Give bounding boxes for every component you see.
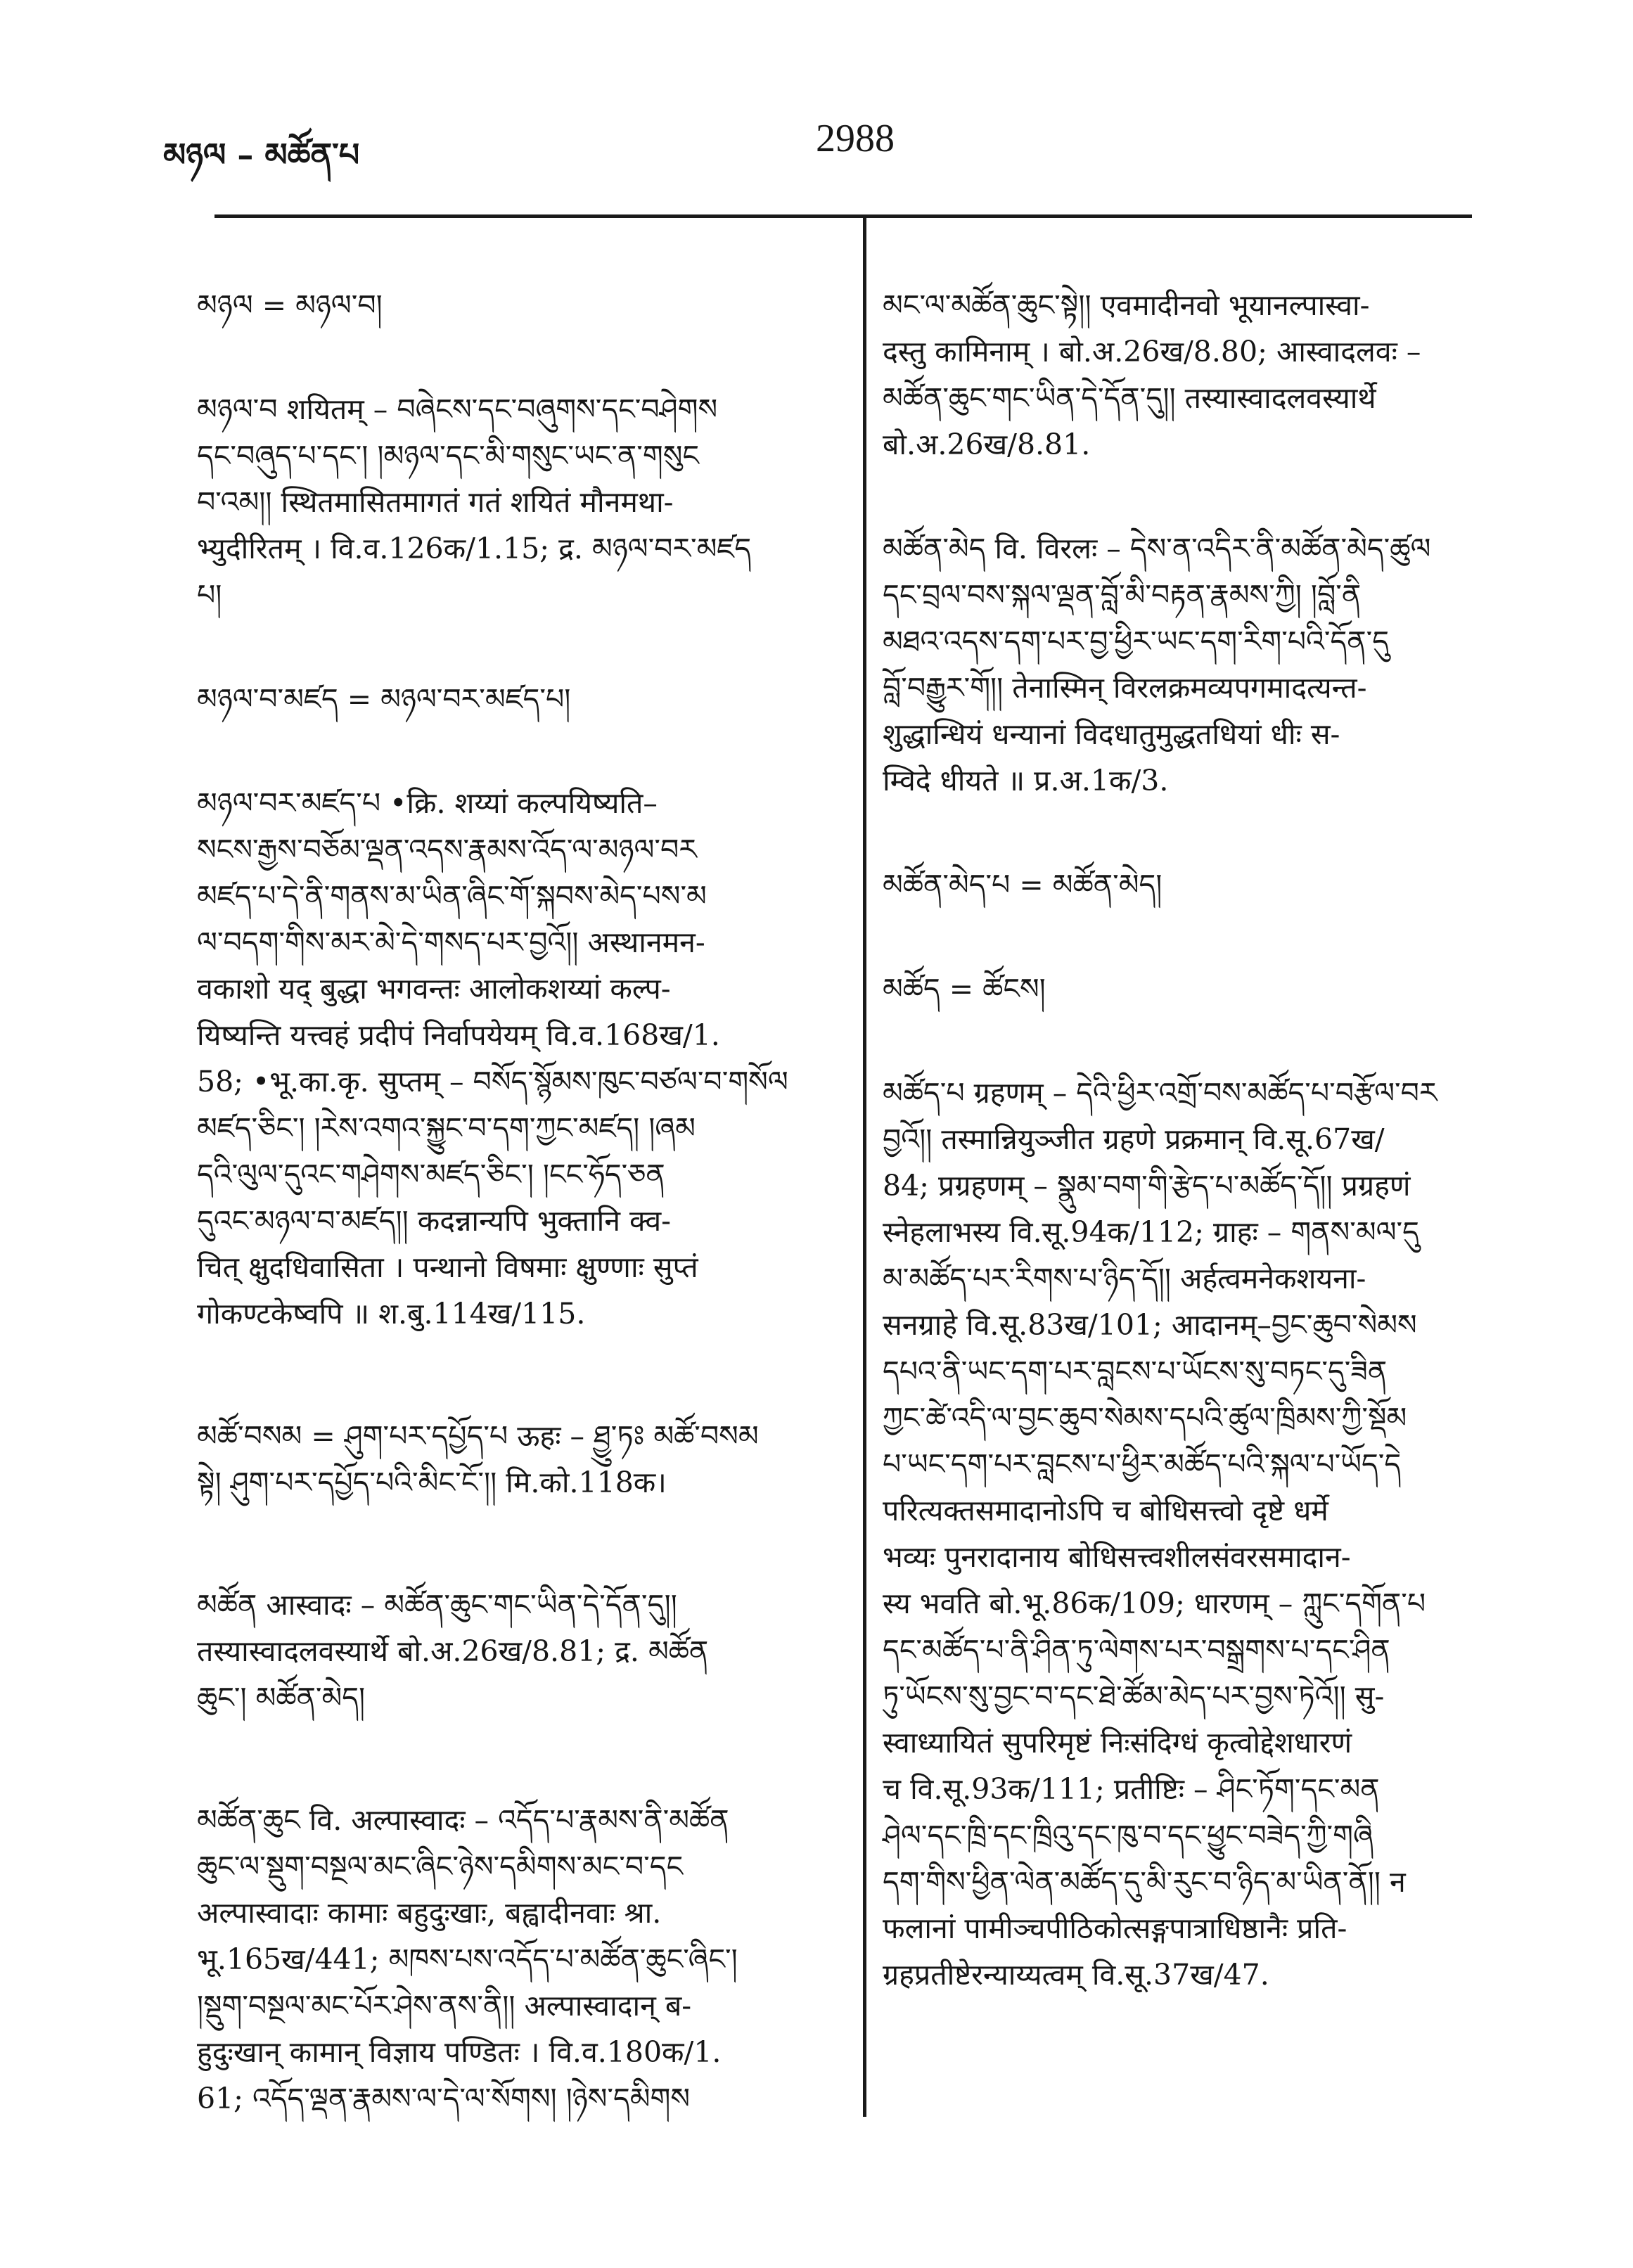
right-column [883, 236, 1494, 2056]
dictionary-entry: མཚོན आस्वादः – མཚོན་ཆུང་གང་ཡིན་དེ་དོན་དུ།། तस्यास्वादलवस्यार्थे बो.अ.26ख/8.81; द्र. མཚོན ཆུང་། མཚོན་མེད། [197, 1588, 709, 1715]
dictionary-entry: མཚོད = ཚོངས། [883, 972, 1046, 1006]
dictionary-entry: མཉལ = མཉལ་བ། [197, 288, 383, 322]
dictionary-entry: མཚོད་པ ग्रहणम् – དེའི་ཕྱིར་འགྲོ་བས་མཚོད་པ་བརྩོལ་བར བྱའོ།། तस्मान्नियुञ्जीत ग्रहणे प्रक्रमान् वि.सू.67ख/ 84; प्रग्रहणम् – སྣུམ་བག་གི་རྩེད་པ་མཚོད་དོ།། प्रग्रहणं स्नेहलाभस्य वि.सू.94क/112; ग्राहः – གནས་མལ་དུ མ་མཚོད་པར་རིགས་པ་ཉིད་དོ།། अर्हत्वमनेकशयना- सनग्राहे वि.सू.83ख/101; आदानम्–བྱང་ཆུབ་སེམས དཔའ་ནི་ཡང་དག་པར་བླངས་པ་ཡོངས་སུ་བཏང་དུ་ཟིན ཀྱང་ཚེ་འདི་ལ་བྱང་ཆུབ་སེམས་དཔའི་ཚུལ་ཁྲིམས་ཀྱི་སྡོམ པ་ཡང་དག་པར་བླངས་པ་ཕྱིར་མཚོད་པའི་སྐལ་པ་ཡོད་དེ परित्यक्तसमादानोऽपि च बोधिसत्त्वो दृष्टे धर्मे भव्यः पुनरादानाय बोधिसत्त्वशीलसंवरसमादान- स्य भवति बो.भू.86क/109; धारणम् – ཀླུང་དགོན་པ དང་མཚོད་པ་ནི་ཤིན་ཏུ་ལེགས་པར་བསྒྲགས་པ་དང་ཤིན ཏུ་ཡོངས་སུ་བྱང་བ་དང་ཐེ་ཚོམ་མེད་པར་བྱས་ཏེའོ།། सु- स्वाध्यायितं सुपरिमृष्टं निःसंदिग्धं कृत्वोद्देशधारणं च वि.सू.93क/111; प्रतीष्टिः – ཤིང་ཏོག་དང་མན ཤེལ་དང་ཁྲི་དང་ཁྲིའུ་དང་ཁུ་བ་དང་ཕྱུང་བཟེད་ཀྱི་གཞི དག་གིས་ཕྱིན་ལེན་མཚོད་དུ་མི་རུང་བ་ཉིད་མ་ཡིན་ནོ།། न फलानां पामीञ्चपीठिकोत्सङ्गपात्राधिष्ठानैः प्रति- ग्रहप्रतीष्टेरन्याय्यत्वम् वि.सू.37ख/47. [883, 1076, 1437, 1992]
left-column [197, 236, 837, 2179]
dictionary-entry: མང་ལ་མཚོན་ཆུང་སྟེ།། एवमादीनवो भूयानल्पास्वा- दस्तु कामिनाम् । बो.अ.26ख/8.80; आस्वादलवः – མཚོན་ཆུང་གང་ཡིན་དེ་དོན་དུ།། तस्यास्वादलवस्यार्थे बो.अ.26ख/8.81. [883, 288, 1421, 461]
page-number: 2988 [816, 117, 895, 160]
dictionary-entry: མཉལ་བར་མཛད་པ •क्रि. शय्यां कल्पयिष्यति– སངས་རྒྱས་བཅོམ་ལྡན་འདས་རྣམས་འོད་ལ་མཉལ་བར མཛད་པ་དེ་ནི་གནས་མ་ཡིན་ཞིང་གོ་སྐབས་མེད་པས་མ ལ་བདག་གིས་མར་མེ་དེ་གསད་པར་བྱའོ།། अस्थानमन- वकाशो यद् बुद्धा भगवन्तः आलोकशय्यां कल्प- यिष्यन्ति यत्त्वहं प्रदीपं निर्वापयेयम् वि.व.168ख/1. 58; •भू.का.कृ. सुप्तम् – བསོད་སྙོམས་ཁུང་བཙལ་བ་གསོལ མཛད་ཅིང་། །རེས་འགའ་སྐྱུང་བ་དག་ཀྱང་མཛད། །ཞམ དའི་ལུལ་དུའང་གཤེགས་མཛད་ཅིང་། །ངང་ཧོད་ཅན དུའང་མཉལ་བ་མཛད།། कदन्नान्यपि भुक्तानि क्व- चित् क्षुदधिवासिता । पन्थानो विषमाः क्षुण्णाः सुप्तं गोकण्टकेष्वपि ॥ श.बु.114ख/115. [197, 786, 788, 1331]
dictionary-entry: མཉལ་བ शयितम् – བཞེངས་དང་བཞུགས་དང་བཤེགས དང་བཞུད་པ་དང་། །མཉལ་དང་མི་གསུང་ཡང་ན་གསུང བ་འམ།། स्थितमासितमागतं गतं शयितं मौनमथा- भ्युदीरितम् । वि.व.126क/1.15; द्र. མཉལ་བར་མཛད པ། [197, 392, 752, 612]
dictionary-entry: མཚོན་མེད་པ = མཚོན་མེད། [883, 868, 1163, 902]
dictionary-entry: མཚོ་བསམ = ཤུག་པར་དཔྱོད་པ ऊहः – ཐྱུ་ཏཿ མཚོ་བསམ སྟེ། ཤུག་པར་དཔྱོད་པའི་མིང་ངོ་།། मि.को.118क। [197, 1419, 759, 1499]
column-divider [863, 218, 866, 2117]
dictionary-entry: མཉལ་བ་མཛད = མཉལ་བར་མཛད་པ། [197, 682, 571, 716]
dictionary-entry: མཚོན་མེད वि. विरलः – དེས་ན་འདིར་ནི་མཚོན་མེད་ཚུལ དང་བྲལ་བས་སྐལ་ལྡན་བློ་མི་བརྟན་རྣམས་ཀྱི། །བློ་ནི མཐའ་འདས་དག་པར་བྱ་ཕྱིར་ཡང་དག་རིག་པའི་དོན་དུ བློ་བརྒྱུར་གོ།། तेनास्मिन् विरलक्रमव्यपगमादत्यन्त- शुद्धान्धियं धन्यानां विदधातुमुद्धतधियां धीः स- म्विदे धीयते ॥ प्र.अ.1क/3. [883, 532, 1431, 797]
dictionary-entry: མཚོན་ཆུང वि. अल्पास्वादः – འདོད་པ་རྣམས་ནི་མཚོན ཆུང་ལ་སྡུག་བསྔལ་མང་ཞིང་ཉེས་དམིགས་མང་བ་དང अल्पास्वादाः कामाः बहुदुःखाः, बह्वादीनवाः श्रा. भू.165ख/441; མཁས་པས་འདོད་པ་མཚོན་ཆུང་ཞིང་། །སྡུག་བསྔལ་མང་པོར་ཤེས་ནས་ནི།། अल्पास्वादान् ब- हुदुःखान् कामान् विज्ञाय पण्डितः । वि.व.180क/1. 61; འདོད་ལྡན་རྣམས་ལ་དེ་ལ་སོགས། །ཉེས་དམིགས [197, 1803, 738, 2115]
header-rule [214, 214, 1472, 218]
running-head: མཉལ – མཚོན་པ [163, 136, 360, 174]
